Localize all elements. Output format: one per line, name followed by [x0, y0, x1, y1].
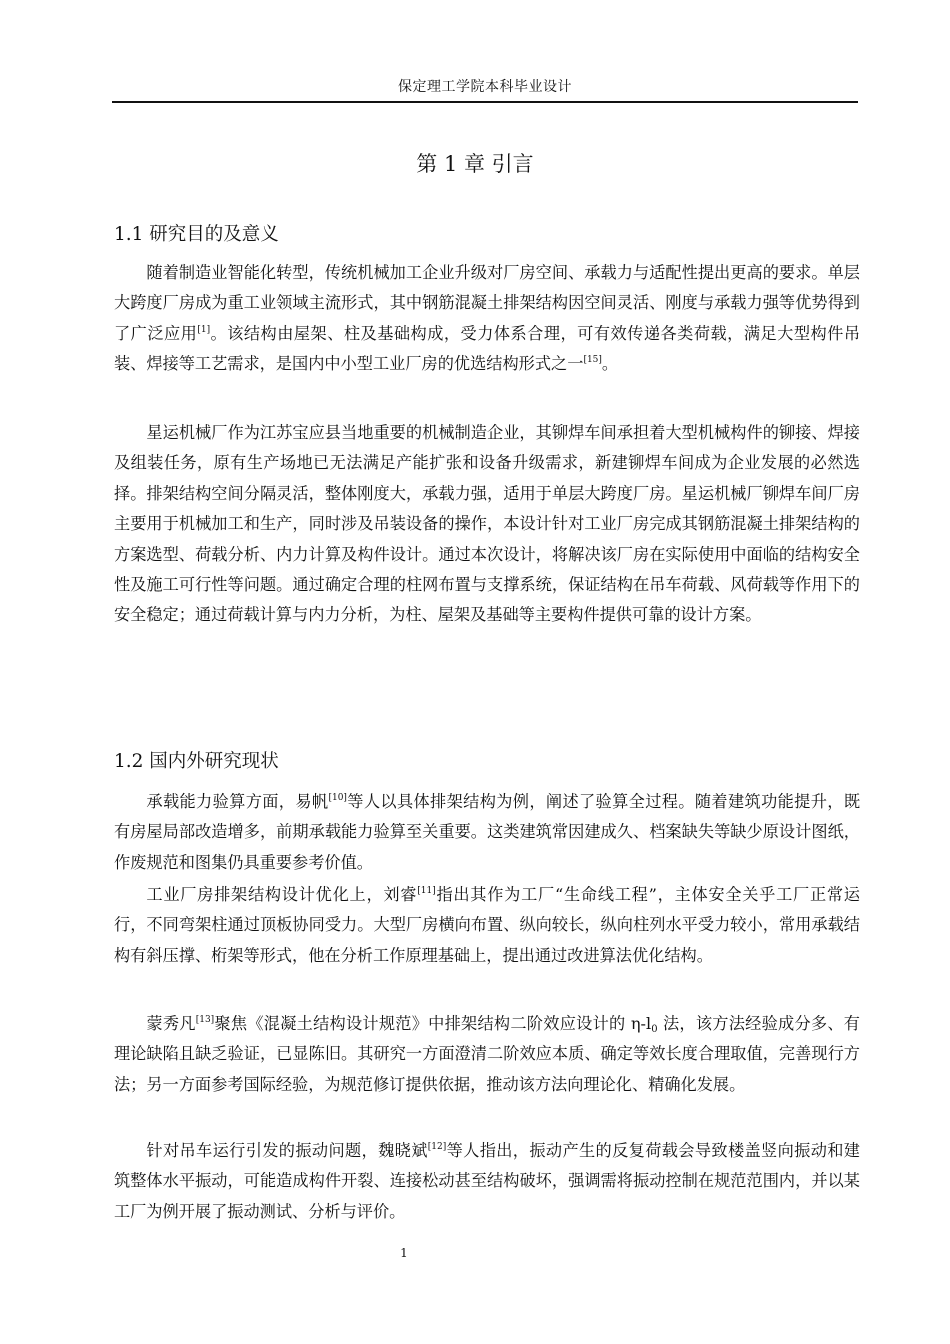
paragraph-research-3: 蒙秀凡[13]聚焦《混凝土结构设计规范》中排架结构二阶效应设计的 $\eta-l_0$ 法，该方法经验成分多、有理论缺陷且缺乏验证，已显陈旧。其研究一方面澄清二阶效应本质、确定等效长度合理取值，完善现行方法；另一方面参考国际经验，为规范修订提供依据，推动该方法向理论化、精确化发展。: [114, 1014, 860, 1094]
page-number: 1: [400, 1246, 408, 1260]
chapter-title: 第 1 章 引言: [416, 152, 534, 176]
citation-ref: [15]: [583, 355, 602, 366]
citation-ref: [11]: [417, 886, 436, 896]
paragraph-significance: 星运机械厂作为江苏宝应县当地重要的机械制造企业，其铆焊车间承担着大型机械构件的铆接、焊接及组装任务，原有生产场地已无法满足产能扩张和设备升级需求，新建铆焊车间成为企业发展的必然选择。排架结构空间分隔灵活，整体刚度大，承载力强，适用于单层大跨度厂房。星运机械厂铆焊车间厂房主要用于机械加工和生产，同时涉及吊装设备的操作，本设计针对工业厂房完成其钢筋混凝土排架结构的方案选型、荷载分析、内力计算及构件设计。通过本次设计，将解决该厂房在实际使用中面临的结构安全性及施工可行性等问题。通过确定合理的柱网布置与支撑系统，保证结构在吊车荷载、风荷载等作用下的安全稳定；通过荷载计算与内力分析，为柱、屋架及基础等主要构件提供可靠的设计方案。: [114, 423, 860, 625]
paragraph-research-4: 针对吊车运行引发的振动问题，魏晓斌[12]等人指出，振动产生的反复荷载会导致楼盖竖向振动和建筑整体水平振动，可能造成构件开裂、连接松动甚至结构破坏，强调需将振动控制在规范范围内，并以某工厂为例开展了振动测试、分析与评价。: [114, 1141, 860, 1221]
citation-ref: [13]: [195, 1015, 215, 1025]
paragraph-research-1: 承载能力验算方面，易帆[10]等人以具体排架结构为例，阐述了验算全过程。随着建筑功能提升，既有房屋局部改造增多，前期承载能力验算至关重要。这类建筑常因建成久、档案缺失等缺少原设计图纸，作废规范和图集仍具重要参考价值。: [114, 792, 861, 872]
paragraph-purpose: 随着制造业智能化转型，传统机械加工企业升级对厂房空间、承载力与适配性提出更高的要求。单层大跨度厂房成为重工业领域主流形式，其中钢筋混凝土排架结构因空间灵活、刚度与承载力强等优势得到了广泛应用[1]。该结构由屋架、柱及基础构成，受力体系合理，可有效传递各类荷载，满足大型构件吊装、焊接等工艺需求，是国内中小型工业厂房的优选结构形式之一[15]。: [114, 263, 861, 374]
section-heading-1-2: 1.2 国内外研究现状: [114, 751, 279, 772]
paragraph-research-2: 工业厂房排架结构设计优化上，刘睿[11]指出其作为工厂“生命线工程”，主体安全关乎工厂正常运行，不同弯架柱通过顶板协同受力。大型厂房横向布置、纵向较长，纵向柱列水平受力较小，常用承载结构有斜压撑、桁架等形式，他在分析工作原理基础上，提出通过改进算法优化结构。: [114, 885, 860, 965]
citation-ref: [12]: [427, 1142, 447, 1152]
page-header: 保定理工学院本科毕业设计: [398, 79, 572, 95]
subscript-zero: 0: [651, 1024, 658, 1035]
citation-ref: [10]: [328, 793, 347, 803]
citation-ref: [1]: [197, 324, 211, 335]
header-rule: [112, 101, 858, 103]
section-heading-1-1: 1.1 研究目的及意义: [114, 224, 279, 245]
